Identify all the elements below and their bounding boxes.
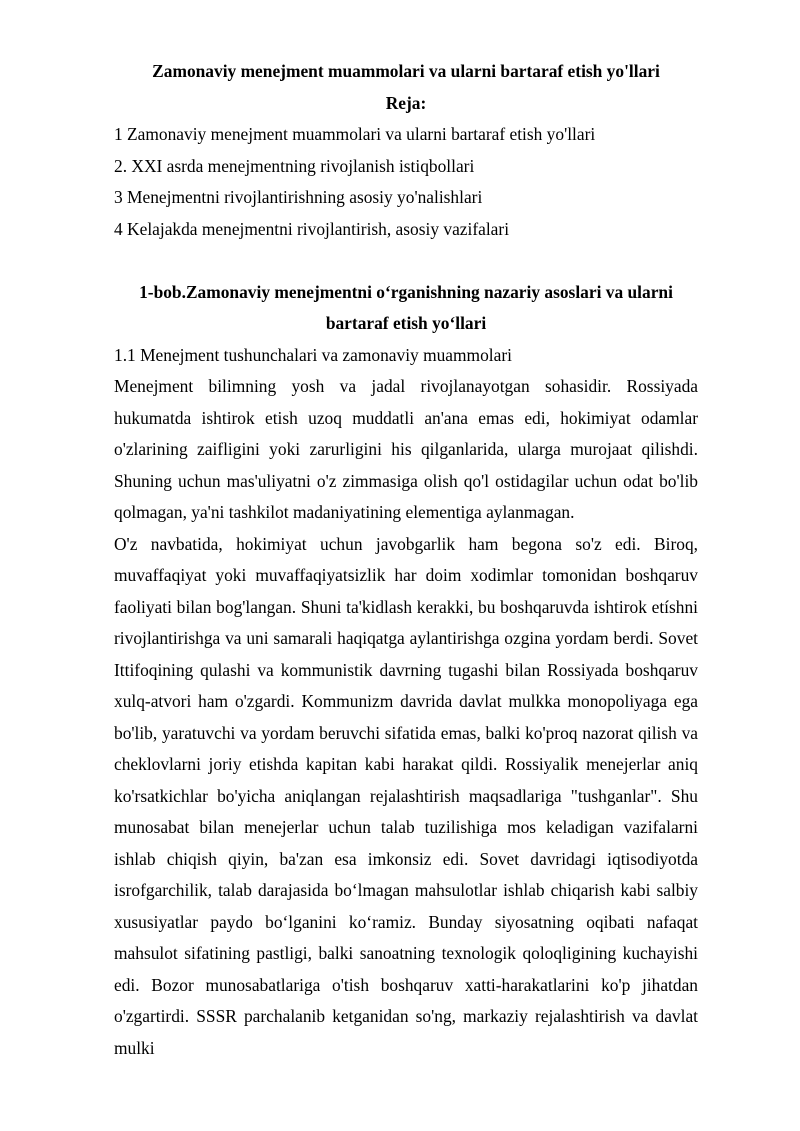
document-title: Zamonaviy menejment muammolari va ularni bartaraf etish yo'llari (152, 61, 660, 81)
document-content (114, 56, 698, 1064)
plan-item: 3 Menejmentni rivojlantirishning asosiy yo'nalishlari (114, 187, 483, 207)
paragraph: Menejment bilimning yosh va jadal rivojlanayotgan sohasidir. Rossiyada hukumatda ishtirok etish uzoq muddatli an'ana emas edi, hokimiyat odamlar o'zlarining zaifligini yoki zarurligini his qilganlarida, ularga murojaat qilishdi. Shuning uchun mas'uliyatni o'z zimmasiga olish qo'l ostidagilar uchun odat bo'lib qolmagan, ya'ni tashkilot madaniyatining elementiga aylanmagan. (114, 376, 698, 522)
blank-line (114, 245, 698, 277)
chapter-title: 1-bob.Zamonaviy menejmentni o‘rganishning nazariy asoslari va ularni bartaraf etish yo‘llari (139, 281, 673, 333)
plan-title: Reja: (385, 92, 427, 113)
section-title: 1.1 Menejment tushunchalari va zamonaviy muammolari (114, 344, 512, 365)
plan-item: 2. XXI asrda menejmentning rivojlanish istiqbollari (114, 155, 475, 176)
plan-item: 1 Zamonaviy menejment muammolari va ularni bartaraf etish yo'llari (114, 124, 596, 144)
plan-list (114, 119, 698, 245)
plan-item: 4 Kelajakda menejmentni rivojlantirish, asosiy vazifalari (114, 218, 510, 239)
paragraph: O'z navbatida, hokimiyat uchun javobgarlik ham begona so'z edi. Biroq, muvaffaqiyat yoki muvaffaqiyatsizlik har doim xodimlar tomonidan boshqaruv faoliyati bilan bog'langan. Shuni ta'kidlash kerakki, bu boshqaruvda ishtirok etíshni rivojlantirishga va uni samarali haqiqatga aylantirishga ozgina yordam berdi. Sovet Ittifoqining qulashi va kommunistik davrning tugashi bilan Rossiyada boshqaruv xulq-atvori ham o'zgardi. Kommunizm davrida davlat mulkka monopoliyaga ega bo'lib, yaratuvchi va yordam beruvchi sifatida emas, balki ko'proq nazorat qilish va cheklovlarni joriy etishda kapitan kabi harakat qildi. Rossiyalik menejerlar aniq ko'rsatkichlar bo'yicha aniqlangan rejalashtirish maqsadlariga "tushganlar". Shu munosabat bilan menejerlar uchun talab tuzilishiga mos keladigan vazifalarni ishlab chiqish qiyin, ba'zan esa imkonsiz edi. Sovet davridagi iqtisodiyotda isrofgarchilik, talab darajasida bo‘lmagan mahsulotlar ishlab chiqarish kabi salbiy xususiyatlar paydo bo‘lganini ko‘ramiz. Bunday siyosatning oqibati nafaqat mahsulot sifatining pastligi, balki sanoatning texnologik qoloqligining kuchayishi edi. Bozor munosabatlariga o'tish boshqaruv xatti-harakatlarini ko'p jihatdan o'zgartirdi. SSSR parchalanib ketganidan so'ng, markaziy rejalashtirish va davlat mulki (114, 533, 698, 1058)
